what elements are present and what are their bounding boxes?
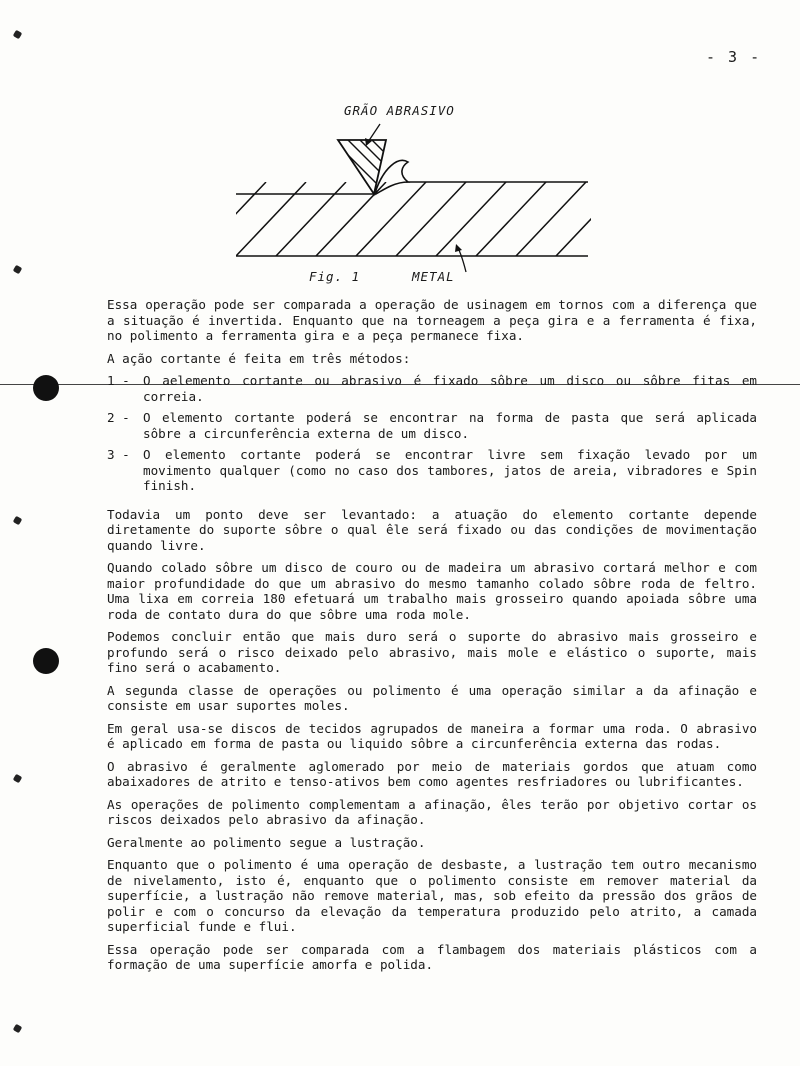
method-number: 2 -	[107, 410, 130, 425]
paragraph: Geralmente ao polimento segue a lustração.	[107, 834, 426, 850]
binder-hole	[33, 375, 59, 401]
scan-speck	[13, 774, 23, 784]
scan-speck	[13, 516, 23, 526]
method-text: O elemento cortante poderá se encontrar na forma de pasta que será aplicada sôbre a circunferência externa de um disco.	[143, 410, 757, 441]
method-item	[107, 373, 757, 404]
method-text: O aelemento cortante ou abrasivo é fixado sôbre um disco ou sôbre fitas em correia.	[143, 373, 757, 404]
method-text: O elemento cortante poderá se encontrar livre sem fixação levado por um movimento qualquer (como no caso dos tambores, jatos de areia, vibradores e Spin finish.	[143, 447, 757, 493]
figure-1	[226, 98, 596, 294]
paragraph: A segunda classe de operações ou polimento é uma operação similar a da afinação e consiste em usar suportes moles.	[107, 682, 757, 713]
paragraph: Quando colado sôbre um disco de couro ou de madeira um abrasivo cortará melhor e com maior profundidade do que um abrasivo do mesmo tamanho colado sôbre roda de feltro. Uma lixa em correia 180 efetuará um trabalho mais grosseiro quando apoiada sôbre uma roda de contato dura do que sôbre uma roda mole.	[107, 560, 757, 622]
paragraph: Todavia um ponto deve ser levantado: a atuação do elemento cortante depende diretamente do suporte sôbre o qual êle será fixado ou das condições de movimentação quando livre.	[107, 506, 757, 553]
scan-speck	[13, 1024, 23, 1034]
metal-block	[226, 182, 596, 256]
method-item	[107, 447, 757, 494]
scan-speck	[13, 30, 23, 40]
method-number: 1 -	[107, 373, 130, 388]
method-item	[107, 410, 757, 441]
body-text	[107, 297, 757, 980]
paragraph: Enquanto que o polimento é uma operação de desbaste, a lustração tem outro mecanismo de nivelamento, isto é, enquanto que o polimento consiste em remover material da superfície, a lustração não remove material, mas, sob efeito da pressão dos grãos de polir e com o concurso da elevação da temperatura produzido pelo atrito, a camada superficial funde e flui.	[107, 857, 757, 934]
scan-speck	[13, 265, 23, 275]
paragraph: Essa operação pode ser comparada com a flambagem dos materiais plásticos com a formação de uma superfície amorfa e polida.	[107, 941, 757, 972]
methods-heading: A ação cortante é feita em três métodos:	[107, 350, 411, 366]
paragraph: O abrasivo é geralmente aglomerado por meio de materiais gordos que atuam como abaixadores de atrito e tenso-ativos bem como agentes resfriadores ou lubrificantes.	[107, 758, 757, 789]
grain-label: GRÃO ABRASIVO	[344, 103, 455, 118]
paragraph: Em geral usa-se discos de tecidos agrupados de maneira a formar uma roda. O abrasivo é aplicado em forma de pasta ou liquido sôbre a circunferência externa das rodas.	[107, 720, 757, 751]
binder-hole	[33, 648, 59, 674]
metal-label: METAL	[412, 269, 455, 284]
figure-caption: Fig. 1	[309, 269, 361, 284]
grain-cutting-diagram	[226, 98, 596, 294]
metal-arrow	[458, 248, 466, 272]
method-number: 3 -	[107, 447, 130, 462]
paragraph: Podemos concluir então que mais duro será o suporte do abrasivo mais grosseiro e profundo será o risco deixado pelo abrasivo, mais mole e elástico o suporte, mais fino será o acabamento.	[107, 629, 757, 675]
page-number: - 3 -	[706, 48, 762, 66]
paragraph: As operações de polimento complementam a afinação, êles terão por objetivo cortar os riscos deixados pelo abrasivo da afinação.	[107, 796, 757, 827]
intro-paragraph: Essa operação pode ser comparada a operação de usinagem em tornos com a diferença que a situação é invertida. Enquanto que na torneagem a peça gira e a ferramenta é fixa, no polimento a ferramenta gira e a peça permanece fixa.	[107, 297, 757, 343]
